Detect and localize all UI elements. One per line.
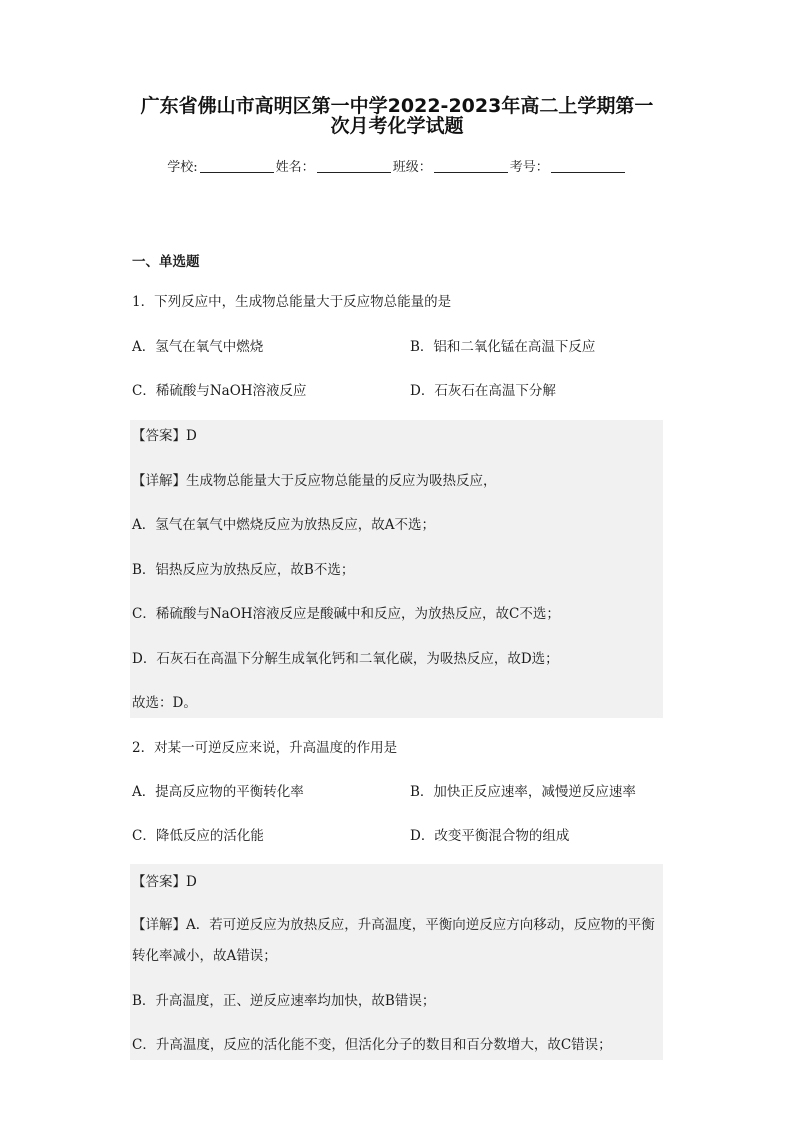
question-1-detail-line: A．氢气在氧气中燃烧反应为放热反应，故A不选； [132, 517, 435, 533]
question-1-option-b: B．铝和二氧化锰在高温下反应 [410, 339, 596, 355]
question-1-option-a: A．氢气在氧气中燃烧 [132, 339, 264, 355]
question-1-detail-line: C．稀硫酸与NaOH溶液反应是酸碱中和反应，为放热反应，故C不选； [132, 606, 560, 622]
question-1-detail-line: 故选：D。 [132, 695, 197, 711]
exam-no-label: 考号： [509, 160, 549, 175]
question-2-option-a: A．提高反应物的平衡转化率 [132, 784, 304, 800]
question-2-answer-block [130, 864, 663, 1060]
question-1-answer: 【答案】D [132, 428, 197, 444]
student-info-line [0, 158, 794, 178]
question-2-option-b: B．加快正反应速率，减慢逆反应速率 [410, 784, 636, 800]
name-blank [317, 158, 391, 173]
class-label: 班级： [392, 160, 432, 175]
question-1-detail-line: D．石灰石在高温下分解生成氧化钙和二氧化碳，为吸热反应，故D选； [132, 651, 559, 667]
class-blank [434, 158, 508, 173]
question-2-option-d: D．改变平衡混合物的组成 [410, 828, 570, 844]
question-1-answer-block [130, 420, 663, 718]
document-title-line-2: 次月考化学试题 [330, 115, 464, 137]
document-title-line-1: 广东省佛山市高明区第一中学2022-2023年高二上学期第一 [140, 95, 654, 117]
question-2-stem: 2．对某一可逆反应来说，升高温度的作用是 [132, 740, 398, 756]
question-1-detail-line: 【详解】生成物总能量大于反应物总能量的反应为吸热反应， [132, 473, 497, 489]
question-1-option-d: D．石灰石在高温下分解 [410, 383, 556, 399]
question-2-option-c: C．降低反应的活化能 [132, 828, 264, 844]
question-1-stem: 1．下列反应中，生成物总能量大于反应物总能量的是 [132, 294, 452, 310]
question-2-answer: 【答案】D [132, 874, 197, 890]
question-2-detail-line: B．升高温度，正、逆反应速率均加快，故B错误； [132, 993, 436, 1009]
school-blank [200, 158, 274, 173]
question-2-detail-line: C．升高温度，反应的活化能不变，但活化分子的数目和百分数增大，故C错误； [132, 1037, 612, 1053]
school-label: 学校: [167, 160, 198, 175]
question-2-detail-line: 【详解】A．若可逆反应为放热反应，升高温度，平衡向逆反应方向移动，反应物的平衡转化率减小，故A错误； [132, 917, 655, 964]
question-1-option-c: C．稀硫酸与NaOH溶液反应 [132, 383, 307, 399]
question-1-detail-line: B．铝热反应为放热反应，故B不选； [132, 562, 355, 578]
name-label: 姓名： [275, 160, 315, 175]
section-heading: 一、单选题 [132, 254, 200, 270]
exam-no-blank [551, 158, 625, 173]
